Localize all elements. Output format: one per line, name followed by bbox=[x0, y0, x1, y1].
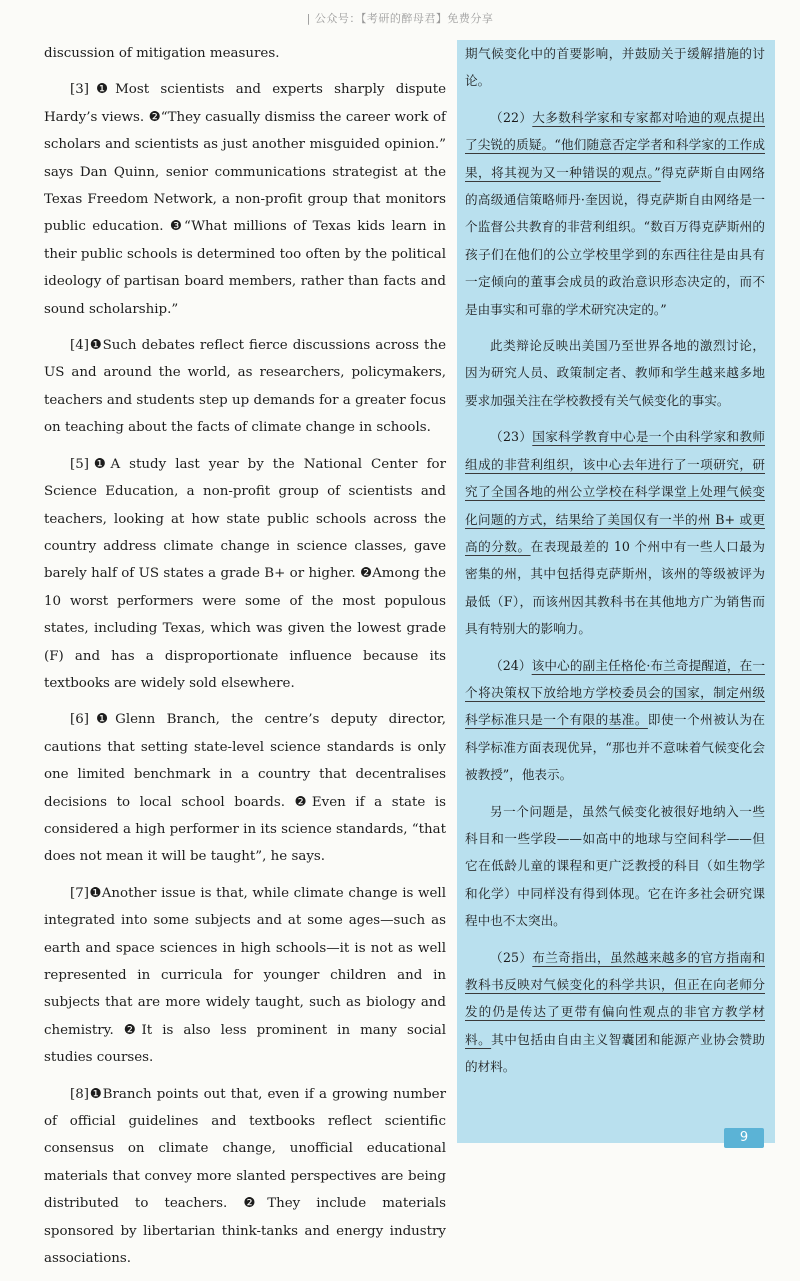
translation-8-rest: 其中包括由自由主义智囊团和能源产业协会赞助的材料。 bbox=[465, 1031, 766, 1075]
translation-5 bbox=[465, 423, 765, 642]
translation-3 bbox=[465, 104, 765, 323]
highlighted-answer-22: 大多数科学家和专家都对哈迪的观点提出了尖锐的质疑。“他们随意否定学者和科学家的工作成果，将其视为又一种错误的观点。” bbox=[465, 109, 765, 180]
highlighted-answer-24: 该中心的副主任格伦·布兰奇提醒道，在一个将决策权下放给地方学校委员会的国家，制定州级科学标准只是一个有限的基准。 bbox=[465, 657, 765, 728]
question-number-23: （23） bbox=[490, 429, 533, 445]
highlighted-answer-23: 国家科学教育中心是一个由科学家和教师组成的非营利组织，该中心去年进行了一项研究，研究了全国各地的州公立学校在科学课堂上处理气候变化问题的方式，结果给了美国仅有一半的州 B+ 或更高的分数。 bbox=[465, 429, 765, 554]
chinese-translation-column bbox=[465, 40, 765, 1090]
translation-5-rest: 在表现最差的 10 个州中有一些人口最为密集的州，其中包括得克萨斯州，该州的等级被评为最低（F），而该州因其教科书在其他地方广为销售而具有特别大的影响力。 bbox=[465, 538, 765, 637]
watermark-text: | 公众号：【考研的醉母君】免费分享 bbox=[306, 12, 494, 25]
question-number-24: （24） bbox=[490, 657, 532, 673]
translation-4: 此类辩论反映出美国乃至世界各地的激烈讨论，因为研究人员、政策制定者、教师和学生越来越多地要求加强关注在学校教授有关气候变化的事实。 bbox=[465, 338, 765, 408]
translation-6 bbox=[465, 652, 765, 789]
translation-8 bbox=[465, 944, 765, 1081]
english-column bbox=[44, 40, 446, 1281]
paragraph-2-tail: discussion of mitigation measures. bbox=[44, 46, 280, 61]
paragraph-7: [7]❶Another issue is that, while climate change is well integrated into some subjects and at some ages—such as earth and space sciences in high schools—it is not as well represented in curricula for younger children and in subjects that are more widely taught, such as biology and chemistry. ❷It is also less prominent in many social studies courses. bbox=[44, 885, 446, 1066]
translation-6-rest: 即使一个州被认为在科学标准方面表现优异，“那也并不意味着气候变化会被教授”，他表示。 bbox=[465, 712, 766, 783]
paragraph-4: [4]❶Such debates reflect fierce discussions across the US and around the world, as researchers, policymakers, teachers and students step up demands for a greater focus on teaching about the facts of climate change in schools. bbox=[44, 338, 446, 436]
question-number-22: （22） bbox=[490, 109, 533, 125]
translation-2-tail: 期气候变化中的首要影响，并鼓励关于缓解措施的讨论。 bbox=[465, 46, 765, 89]
paragraph-6: [6]❶Glenn Branch, the centre’s deputy director, cautions that setting state-level science standards is only one limited benchmark in a country that decentralises decisions to local school boards. ❷Even if a state is considered a high performer in its science standards, “that does not mean it will be taught”, he says. bbox=[44, 712, 447, 865]
translation-3-rest: 得克萨斯自由网络的高级通信策略师丹·奎因说，得克萨斯自由网络是一个监督公共教育的非营利组织。“数百万得克萨斯州的孩子们在他们的公立学校里学到的东西往往是由具有一定倾向的董事会成员的政治意识形态决定的，而不是由事实和可靠的学术研究决定的。” bbox=[465, 164, 766, 317]
paragraph-5: [5]❶A study last year by the National Center for Science Education, a non-profit group of scientists and teachers, looking at how state public schools across the country address climate change in science classes, gave barely half of US states a grade B+ or higher. ❷Among the 10 worst performers were some of the most populous states, including Texas, which was given the lowest grade (F) and has a disproportionate influence because its textbooks are widely sold elsewhere. bbox=[44, 456, 446, 691]
highlighted-answer-25: 布兰奇指出，虽然越来越多的官方指南和教科书反映对气候变化的科学共识，但正在向老师分发的仍是传达了更带有偏向性观点的非官方教学材料。 bbox=[465, 949, 765, 1047]
translation-7: 另一个问题是，虽然气候变化被很好地纳入一些科目和一些学段——如高中的地球与空间科学——但它在低龄儿童的课程和更广泛教授的科目（如生物学和化学）中同样没有得到体现。它在许多社会研究课程中也不太突出。 bbox=[465, 803, 765, 929]
paragraph-8: [8]❶Branch points out that, even if a growing number of official guidelines and textbooks reflect scientific consensus on climate change, unofficial educational materials that convey more slanted perspectives are being distributed to teachers. ❷They include materials sponsored by libertarian think-tanks and energy industry associations. bbox=[44, 1086, 446, 1267]
question-number-25: （25） bbox=[490, 949, 533, 965]
page-number: 9 bbox=[724, 1128, 764, 1148]
paragraph-3: [3]❶Most scientists and experts sharply dispute Hardy’s views. ❷“They casually dismiss the career work of scholars and scientists as just another misguided opinion.” says Dan Quinn, senior communications strategist at the Texas Freedom Network, a non-profit group that monitors public education. ❸“What millions of Texas kids learn in their public schools is determined too often by the political ideology of partisan board members, rather than facts and sound scholarship.” bbox=[44, 82, 446, 317]
